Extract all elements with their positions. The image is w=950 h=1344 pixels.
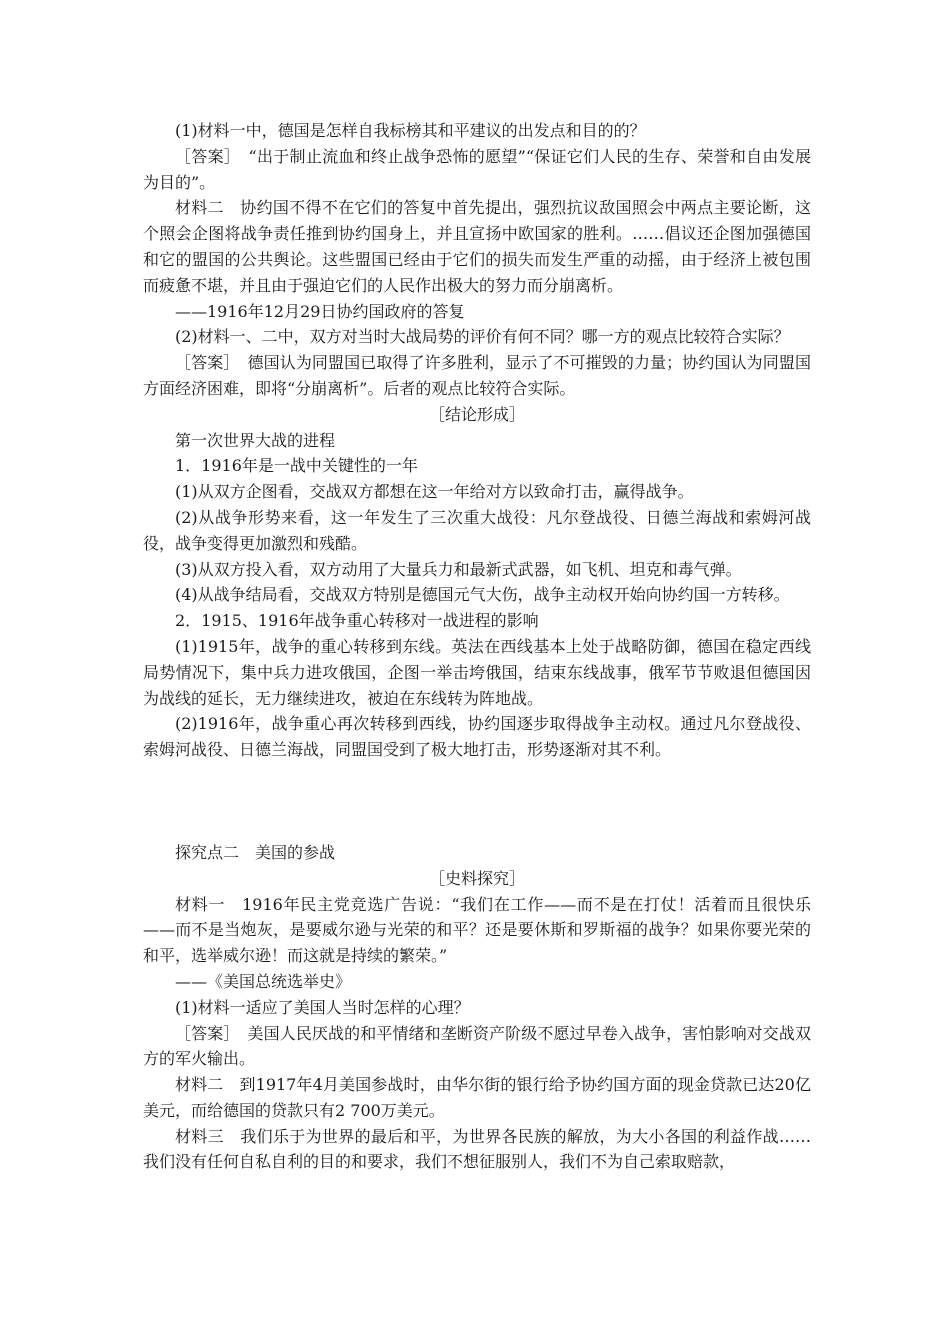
point-1-item-1: (1)从双方企图看，交战双方都想在这一年给对方以致命打击，赢得战争。: [175, 482, 694, 502]
material-2: 材料二 协约国不得不在它们的答复中首先提出，强烈抗议敌国照会中两点主要论断，这个照会企图将战争责任推到协约国身上，并且宣扬中欧国家的胜利。……倡议还企图加强德国和它的盟国的公共舆论。这些盟国已经由于它们的损失而发生严重的动摇，由于经济上被包围而疲惫不堪，并且由于强迫它们的人民作出极大的努力而分崩离析。: [143, 198, 811, 295]
point-1-heading: 1．1916年是一战中关键性的一年: [175, 456, 418, 476]
point-2-item-1: (1)1915年，战争的重心转移到东线。英法在西线基本上处于战略防御，德国在稳定西线局势情况下，集中兵力进攻俄国，企图一举击垮俄国，结束东线战事，俄军节节败退但德国因为战线的延长，无力继续进攻，被迫在东线转为阵地战。: [143, 636, 811, 708]
section-spacer: [143, 763, 811, 840]
question-1-b: (1)材料一适应了美国人当时怎样的心理？: [175, 997, 470, 1017]
question-2: (2)材料一、二中，双方对当时大战局势的评价有何不同？哪一方的观点比较符合实际？: [175, 327, 790, 347]
answer-1-b: ［答案］ 美国人民厌战的和平情绪和垄断资产阶级不愿过早卷入战争，害怕影响对交战双方的军火输出。: [143, 1023, 811, 1069]
question-1: (1)材料一中，德国是怎样自我标榜其和平建议的出发点和目的的？: [175, 121, 646, 140]
answer-2: ［答案］ 德国认为同盟国已取得了许多胜利，显示了不可摧毁的力量；协约国认为同盟国方面经济困难，即将“分崩离析”。后者的观点比较符合实际。: [143, 353, 811, 398]
document-body: [143, 118, 811, 1175]
point-1-item-3: (3)从双方投入看，双方动用了大量兵力和最新式武器，如飞机、坦克和毒气弹。: [175, 559, 742, 579]
point-1-item-4: (4)从战争结局看，交战双方特别是德国元气大伤，战争主动权开始向协约国一方转移。: [175, 585, 790, 605]
section-heading-sources: ［史料探究］: [428, 868, 525, 888]
material-1-b-source: ——《美国总统选举史》: [175, 971, 352, 991]
answer-1: ［答案］ “出于制止流血和终止战争恐怖的愿望”“保证它们人民的生存、荣誉和自由发展为目的”。: [143, 146, 811, 192]
conclusion-title: 第一次世界大战的进程: [175, 430, 336, 450]
point-1-item-2: (2)从战争形势来看，这一年发生了三次重大战役：凡尔登战役、日德兰海战和索姆河战役，战争变得更加激烈和残酷。: [143, 507, 811, 553]
inquiry-point-2-title: 探究点二 美国的参战: [175, 842, 336, 862]
material-2-b: 材料二 到1917年4月美国参战时，由华尔街的银行给予协约国方面的现金贷款已达20亿美元，而给德国的贷款只有2 700万美元。: [143, 1075, 811, 1120]
material-3-b: 材料三 我们乐于为世界的最后和平，为世界各民族的解放，为大小各国的利益作战……我们没有任何自私自利的目的和要求，我们不想征服别人，我们不为自己索取赔款，: [143, 1126, 811, 1172]
material-2-source: ——1916年12月29日协约国政府的答复: [175, 301, 465, 321]
point-2-heading: 2．1915、1916年战争重心转移对一战进程的影响: [175, 611, 539, 631]
material-1-b: 材料一 1916年民主党竞选广告说：“我们在工作——而不是在打仗！活着而且很快乐——而不是当炮灰，是要威尔逊与光荣的和平？还是要休斯和罗斯福的战争？如果你要光荣的和平，选举威尔逊！而这就是持续的繁荣。”: [143, 894, 811, 966]
point-2-item-2: (2)1916年，战争重心再次转移到西线，协约国逐步取得战争主动权。通过凡尔登战役、索姆河战役、日德兰海战，同盟国受到了极大地打击，形势逐渐对其不利。: [143, 714, 811, 760]
section-heading-conclusion: ［结论形成］: [428, 404, 525, 424]
